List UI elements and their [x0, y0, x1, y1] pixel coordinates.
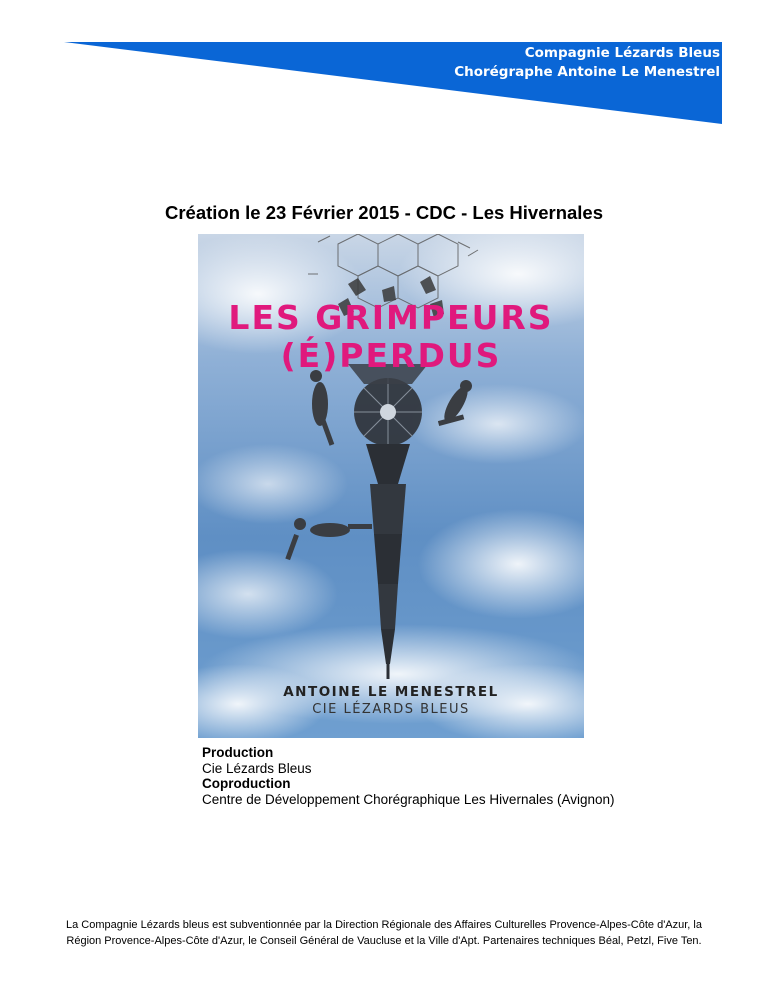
company-name: Compagnie Lézards Bleus: [524, 45, 720, 61]
page-title: Création le 23 Février 2015 - CDC - Les Hivernales: [164, 202, 604, 223]
poster-author: ANTOINE LE MENESTREL: [283, 684, 499, 700]
coproduction-label: Coproduction: [202, 776, 291, 791]
banner-text: [454, 44, 720, 82]
poster-image: [198, 234, 584, 738]
footer-line1: La Compagnie Lézards bleus est subventionnée par la Direction Régionale des Affaires Culturelles Provence-Alpes-Côte d'Azur, la: [66, 919, 702, 931]
coproduction-value: Centre de Développement Chorégraphique Les Hivernales (Avignon): [202, 791, 615, 807]
poster-company: CIE LÉZARDS BLEUS: [312, 702, 470, 717]
choreographer-name: Chorégraphe Antoine Le Menestrel: [454, 64, 720, 80]
poster-title-line1: LES GRIMPEURS: [228, 298, 554, 337]
credits-block: [202, 745, 615, 807]
footer-text: [0, 918, 768, 949]
footer-line2: Région Provence-Alpes-Côte d'Azur, le Conseil Général de Vaucluse et la Ville d'Apt. Partenaires techniques Béal, Petzl, Five Ten.: [66, 934, 702, 947]
production-value: Cie Lézards Bleus: [202, 760, 312, 776]
poster-title-line2: (É)PERDUS: [280, 336, 502, 375]
production-label: Production: [202, 745, 274, 760]
